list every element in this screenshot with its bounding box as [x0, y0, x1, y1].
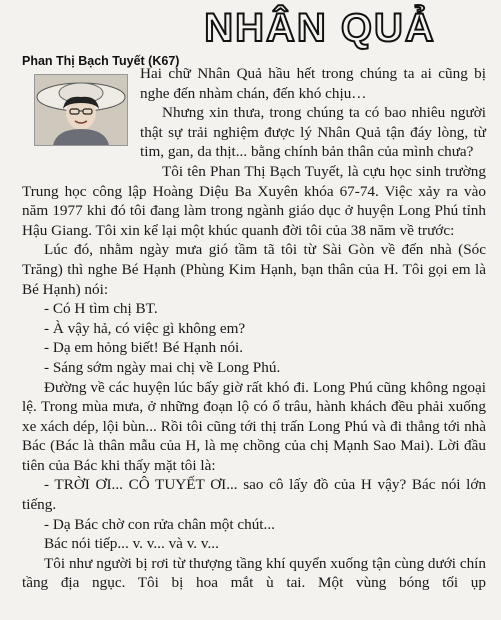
dialogue-line: - Có H tìm chị BT. — [44, 300, 158, 318]
dialogue-line: - Sáng sớm ngày mai chị về Long Phú. — [44, 358, 281, 376]
paragraph: Hai chữ Nhân Quả hầu hết trong chúng ta ai cũng bị nghe đến nhàm chán, đến khó chịu… — [140, 65, 486, 102]
paragraph: Nhưng xin thưa, trong chúng ta có bao nhiêu người thật sự trải nghiệm được lý Nhân Quả tận đáy lòng, từ tim, gan, da thịt... bằng chính bản thân của mình chưa? — [140, 104, 486, 161]
article-body — [22, 64, 486, 593]
dialogue-line: - Dạ Bác chờ con rửa chân một chút... — [44, 515, 275, 533]
paragraph: Lúc đó, nhằm ngày mưa gió tầm tã tôi từ Sài Gòn về đến nhà (Sóc Trăng) thì nghe Bé Hạnh (Phùng Kim Hạnh, bạn thân của H. Tôi gọi em là Bé Hạnh) nói: — [22, 241, 486, 298]
paragraph: Tôi tên Phan Thị Bạch Tuyết, là cựu học sinh trường Trung học công lập Hoàng Diệu Ba Xuyên khóa 67-74. Việc xảy ra vào năm 1977 khi đó tôi đang làm trong ngành giáo dục ở huyện Long Phú tỉnh Hậu Giang. Tôi xin kể lại một khúc quanh đời tôi của 38 năm về trước: — [22, 162, 486, 239]
paragraph: Đường về các huyện lúc bấy giờ rất khó đi. Long Phú cũng không ngoại lệ. Trong mùa mưa, ở những đoạn lộ có ổ trâu, hành khách đều phải xuống xe xách dép, lội bùn... Rồi tôi cũng tới thị trấn Long Phú và đi thẳng tới nhà Bác (Bác là thân mẫu của H, là mẹ chồng của chị Mạnh Sao Mai). Lời đầu tiên của Bác khi thấy mặt tôi là: — [22, 378, 486, 474]
dialogue-line: - À vậy hả, có việc gì không em? — [44, 319, 246, 337]
article-title: NHÂN QUẢ — [204, 6, 436, 50]
paragraph: Bác nói tiếp... v. v... và v. v... — [44, 535, 219, 553]
paragraph: Tôi như người bị rơi từ thượng tầng khí quyển xuống tận cùng dưới chín tầng địa ngục. Tôi bị hoa mắt ù tai. Một vùng bóng tối ụp — [22, 554, 486, 592]
author-byline: Phan Thị Bạch Tuyết (K67) — [22, 54, 180, 68]
dialogue-line: - TRỜI ƠI... CÔ TUYẾT ƠI... sao cô lấy đồ của H vậy? Bác nói lớn tiếng. — [22, 476, 486, 514]
dialogue-line: - Dạ em hỏng biết! Bé Hạnh nói. — [44, 339, 244, 357]
